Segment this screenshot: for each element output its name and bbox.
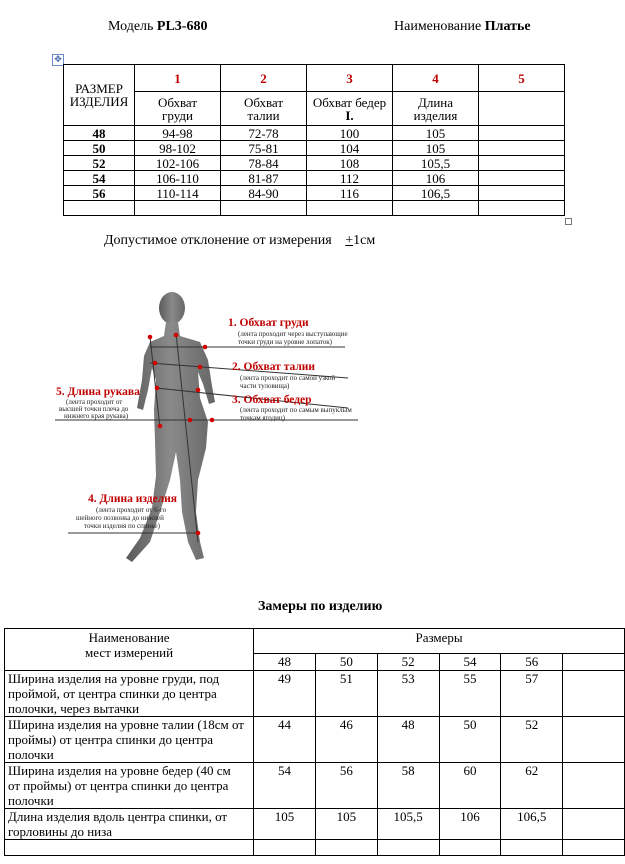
- measure-value: [377, 840, 439, 856]
- name-label: Наименование: [394, 19, 482, 34]
- measure-value: 44: [254, 717, 316, 763]
- column-label: [307, 92, 393, 126]
- measure-value: 55: [439, 671, 501, 717]
- column-label: [221, 92, 307, 126]
- measures-row: [5, 717, 625, 763]
- column-number: 4: [393, 65, 479, 92]
- size-cell: 48: [64, 126, 135, 141]
- measure-label-line: полочки: [8, 793, 54, 808]
- size-table: [63, 64, 565, 216]
- size-value-cell: 105,5: [393, 156, 479, 171]
- measure-label: [5, 763, 254, 809]
- measures-table: [4, 628, 625, 856]
- measure-value: [563, 809, 625, 840]
- size-value-cell: 94-98: [135, 126, 221, 141]
- size-value-cell: [479, 126, 565, 141]
- measure-label: [5, 809, 254, 840]
- measure-value: [501, 840, 563, 856]
- size-value-cell: 81-87: [221, 171, 307, 186]
- size-table-row: [64, 186, 565, 201]
- measures-table-body: [5, 671, 625, 856]
- column-label-line: Обхват бедер: [312, 94, 387, 110]
- column-label-line: I.: [345, 107, 354, 123]
- size-table-row: [64, 156, 565, 171]
- measures-row: [5, 809, 625, 840]
- size-value-cell: 72-78: [221, 126, 307, 141]
- measure-value: 51: [315, 671, 377, 717]
- size-value-cell: [479, 156, 565, 171]
- size-column-header: 56: [501, 654, 563, 671]
- figure-label-note: (лента проходит через выступающие: [238, 330, 348, 338]
- figure-label-note: нижнего края рукава): [64, 412, 129, 420]
- size-value-cell: 108: [307, 156, 393, 171]
- measures-sizes-header: Размеры: [254, 629, 625, 654]
- measure-value: [563, 840, 625, 856]
- figure-label-note: (лента проходит по самым выпуклым: [240, 406, 352, 414]
- size-value-cell: [393, 201, 479, 216]
- measure-label-line: полочки, через вытачки: [8, 701, 140, 716]
- size-value-cell: [479, 141, 565, 156]
- figure-label-note: точки изделия по спинке): [84, 522, 160, 530]
- figure-label-title: 3. Обхват бедер: [232, 394, 312, 406]
- figure-label-note: части туловища): [240, 382, 290, 390]
- measure-label: [5, 840, 254, 856]
- model-code: PL3-680: [156, 19, 208, 34]
- figure-label-title: 4. Длина изделия: [88, 493, 178, 505]
- name-value: Платье: [484, 19, 531, 34]
- column-label: [135, 92, 221, 126]
- measure-value: 106: [439, 809, 501, 840]
- figure-label-waist: [232, 361, 335, 390]
- size-table-row: [64, 201, 565, 216]
- size-header-cell: [64, 65, 135, 126]
- figure-label-title: 1. Обхват груди: [228, 317, 309, 329]
- size-value-cell: 98-102: [135, 141, 221, 156]
- measure-label-line: Длина изделия вдоль центра спинки, от: [8, 809, 228, 824]
- measure-value: 52: [501, 717, 563, 763]
- column-label-line: Обхват: [243, 94, 284, 110]
- table-resize-handle[interactable]: [565, 218, 572, 225]
- size-cell: [64, 201, 135, 216]
- figure-label-length: [76, 493, 177, 530]
- figure-label-title: 5. Длина рукава: [56, 386, 140, 398]
- measures-row: [5, 763, 625, 809]
- figure-label-chest: [228, 317, 348, 346]
- size-value-cell: [479, 171, 565, 186]
- size-value-cell: 106: [393, 171, 479, 186]
- figure-label-note: (лента проходит от: [66, 398, 123, 406]
- size-value-cell: [479, 186, 565, 201]
- measures-name-header: [5, 629, 254, 671]
- figure-label-note: (лента проходит от 6-го: [96, 506, 167, 514]
- size-value-cell: 104: [307, 141, 393, 156]
- measure-value: [563, 671, 625, 717]
- size-value-cell: 84-90: [221, 186, 307, 201]
- size-value-cell: [479, 201, 565, 216]
- measure-value: [563, 717, 625, 763]
- measure-value: 48: [377, 717, 439, 763]
- size-cell: 50: [64, 141, 135, 156]
- size-table-row: [64, 141, 565, 156]
- size-column-header: 54: [439, 654, 501, 671]
- size-value-cell: 78-84: [221, 156, 307, 171]
- size-column-header: 48: [254, 654, 316, 671]
- measure-value: 50: [439, 717, 501, 763]
- measure-label-line: от проймы) от центра спинки до центра: [8, 778, 229, 793]
- measures-row: [5, 671, 625, 717]
- model-label: Модель: [108, 19, 154, 34]
- measure-label-line: проймы) от центра спинки до центра: [8, 732, 214, 747]
- column-label-line: изделия: [413, 107, 458, 123]
- measures-title: Замеры по изделию: [258, 599, 383, 614]
- size-value-cell: 105: [393, 126, 479, 141]
- figure-label-note: (лента проходит по самой узкой: [240, 374, 336, 382]
- column-label-line: Обхват: [157, 94, 198, 110]
- figure-label-note: шейного позвонка до нижней: [76, 514, 164, 522]
- measure-label-line: горловины до низа: [8, 824, 113, 839]
- measure-value: 105,5: [377, 809, 439, 840]
- measure-label: [5, 717, 254, 763]
- name-header: [394, 19, 531, 35]
- measure-label-line: полочки: [8, 747, 54, 762]
- measure-value: 56: [315, 763, 377, 809]
- measures-row: [5, 840, 625, 856]
- size-table-label-row: [64, 92, 565, 126]
- size-column-header: 50: [315, 654, 377, 671]
- size-value-cell: 75-81: [221, 141, 307, 156]
- tolerance-text: Допустимое отклонение от измерения: [104, 233, 332, 248]
- measure-value: 54: [254, 763, 316, 809]
- measure-label-line: Ширина изделия на уровне бедер (40 см: [8, 763, 231, 778]
- tolerance-line: [104, 233, 375, 249]
- figure-label-sleeve: [56, 386, 140, 420]
- tolerance-sign: +: [345, 233, 354, 248]
- size-value-cell: 106-110: [135, 171, 221, 186]
- size-table-number-row: [64, 65, 565, 92]
- column-number: 2: [221, 65, 307, 92]
- column-label-line: талии: [247, 107, 280, 123]
- figure-label-hips: [232, 394, 352, 422]
- size-cell: 52: [64, 156, 135, 171]
- measure-label: [5, 671, 254, 717]
- size-value-cell: 106,5: [393, 186, 479, 201]
- measure-label-line: проймой, от центра спинки до центра: [8, 686, 217, 701]
- measure-value: 58: [377, 763, 439, 809]
- measure-value: [315, 840, 377, 856]
- size-value-cell: [307, 201, 393, 216]
- figure-label-note: точки груди на уровне лопаток): [238, 338, 332, 346]
- size-header-line: ИЗДЕЛИЯ: [69, 94, 129, 109]
- tolerance-value: 1см: [353, 233, 376, 248]
- column-label-line: груди: [162, 107, 193, 123]
- figure-label-title: 2. Обхват талии: [232, 361, 316, 373]
- measure-value: 57: [501, 671, 563, 717]
- model-header: [108, 19, 207, 35]
- column-number: 5: [479, 65, 565, 92]
- measures-name-header-line: мест измерений: [85, 645, 174, 660]
- measure-value: 53: [377, 671, 439, 717]
- column-label-line: Длина: [417, 94, 454, 110]
- size-value-cell: 112: [307, 171, 393, 186]
- measure-value: 62: [501, 763, 563, 809]
- measure-value: [254, 840, 316, 856]
- column-label: [479, 92, 565, 126]
- column-number: 1: [135, 65, 221, 92]
- size-value-cell: 105: [393, 141, 479, 156]
- size-table-row: [64, 126, 565, 141]
- measure-value: [563, 763, 625, 809]
- measure-value: 60: [439, 763, 501, 809]
- size-value-cell: 102-106: [135, 156, 221, 171]
- size-column-header: [563, 654, 625, 671]
- size-cell: 56: [64, 186, 135, 201]
- measure-value: 105: [254, 809, 316, 840]
- column-number: 3: [307, 65, 393, 92]
- size-value-cell: 116: [307, 186, 393, 201]
- measures-header-row: [5, 629, 625, 654]
- size-value-cell: [135, 201, 221, 216]
- measure-value: [439, 840, 501, 856]
- size-value-cell: 110-114: [135, 186, 221, 201]
- size-header-line: РАЗМЕР: [75, 81, 123, 96]
- figure-label-note: точкам ягодиц): [240, 414, 285, 422]
- size-column-header: 52: [377, 654, 439, 671]
- size-table-row: [64, 171, 565, 186]
- size-value-cell: 100: [307, 126, 393, 141]
- column-label: [393, 92, 479, 126]
- table-move-handle-icon[interactable]: ✥: [52, 54, 64, 66]
- measure-value: 49: [254, 671, 316, 717]
- measures-name-header-line: Наименование: [88, 630, 170, 645]
- size-value-cell: [221, 201, 307, 216]
- size-cell: 54: [64, 171, 135, 186]
- measure-label-line: Ширина изделия на уровне талии (18см от: [8, 717, 244, 732]
- measure-value: 105: [315, 809, 377, 840]
- size-table-body: [64, 126, 565, 216]
- measure-value: 106,5: [501, 809, 563, 840]
- measure-value: 46: [315, 717, 377, 763]
- figure-label-note: высшей точки плеча до: [59, 405, 129, 413]
- measure-label-line: Ширина изделия на уровне груди, под: [8, 671, 220, 686]
- measurement-figure: [0, 280, 625, 580]
